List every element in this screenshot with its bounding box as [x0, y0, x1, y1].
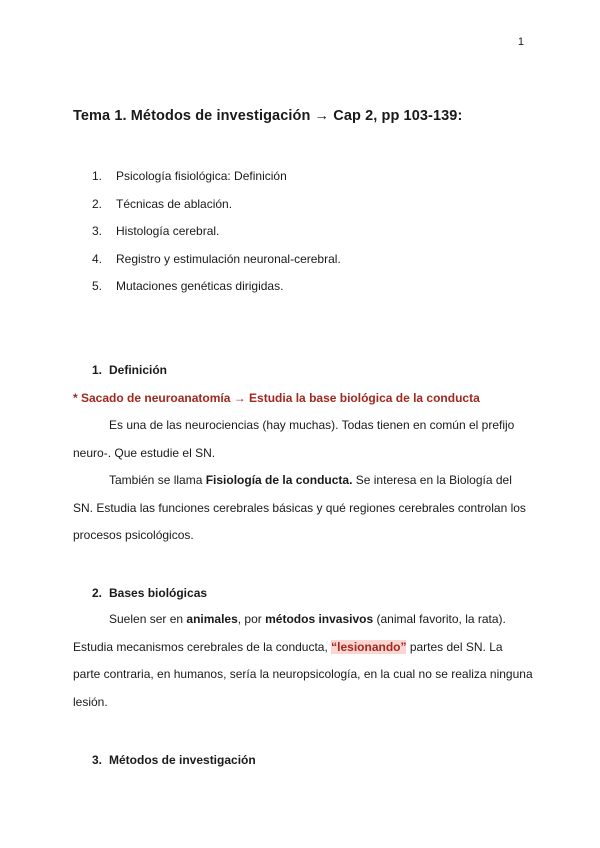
paragraph-text: (animal favorito, la rata). Estudia mecanismos cerebrales de la conducta,: [73, 612, 506, 654]
toc-item: [92, 278, 341, 306]
toc-text: Mutaciones genéticas dirigidas.: [116, 279, 284, 293]
paragraph: [73, 412, 533, 467]
toc-number: 4.: [92, 251, 103, 266]
paragraph-text: partes del SN. La parte contraria, en humanos, sería la neuropsicología, en la cual no se realiza ninguna lesión.: [73, 639, 533, 709]
paragraph: [73, 606, 533, 716]
toc-item: [92, 196, 341, 224]
toc-text: Psicología fisiológica: Definición: [116, 169, 287, 183]
section-number: 3.: [92, 753, 103, 767]
section-heading-bases: [92, 586, 207, 600]
section-title: Bases biológicas: [109, 586, 208, 600]
page-title: Tema 1. Métodos de investigación → Cap 2, pp 103-139:: [73, 108, 463, 124]
section-heading-definicion: [92, 363, 167, 377]
section-title: Métodos de investigación: [109, 753, 256, 767]
toc-number: 3.: [92, 224, 103, 238]
paragraph-text: , por: [237, 612, 266, 626]
toc-text: Histología cerebral.: [116, 224, 220, 238]
highlight-note: * Sacado de neuroanatomía → Estudia la base biológica de la conducta: [73, 391, 480, 405]
bold-term: animales: [186, 612, 238, 626]
section-number: 2.: [92, 586, 103, 600]
toc-number: 2.: [92, 196, 103, 211]
paragraph-text: También se llama: [109, 473, 206, 487]
paragraph-text: Suelen ser en: [109, 612, 187, 626]
paragraph: [73, 467, 533, 550]
highlighted-term: “lesionando”: [331, 639, 407, 654]
toc-number: 1.: [92, 169, 103, 183]
section-title: Definición: [109, 363, 168, 377]
bold-term: métodos invasivos: [265, 612, 374, 626]
paragraph-text: Se interesa en la Biología del SN. Estudia las funciones cerebrales básicas y qué regiones cerebrales controlan los procesos psicológicos.: [73, 473, 526, 543]
paragraph-text: Es una de las neurociencias (hay muchas). Todas tienen en común el prefijo neuro-. Que estudie el SN.: [73, 418, 515, 460]
toc-item: [92, 168, 341, 196]
toc-item: [92, 251, 341, 279]
section-number: 1.: [92, 363, 103, 377]
page-number: 1: [517, 36, 524, 48]
toc-text: Técnicas de ablación.: [116, 196, 233, 211]
section-heading-metodos: [92, 753, 256, 767]
toc-number: 5.: [92, 279, 103, 293]
toc-text: Registro y estimulación neuronal-cerebral.: [116, 251, 341, 266]
bold-term: Fisiología de la conducta.: [205, 473, 353, 487]
table-of-contents: [92, 168, 341, 306]
toc-item: [92, 223, 341, 251]
